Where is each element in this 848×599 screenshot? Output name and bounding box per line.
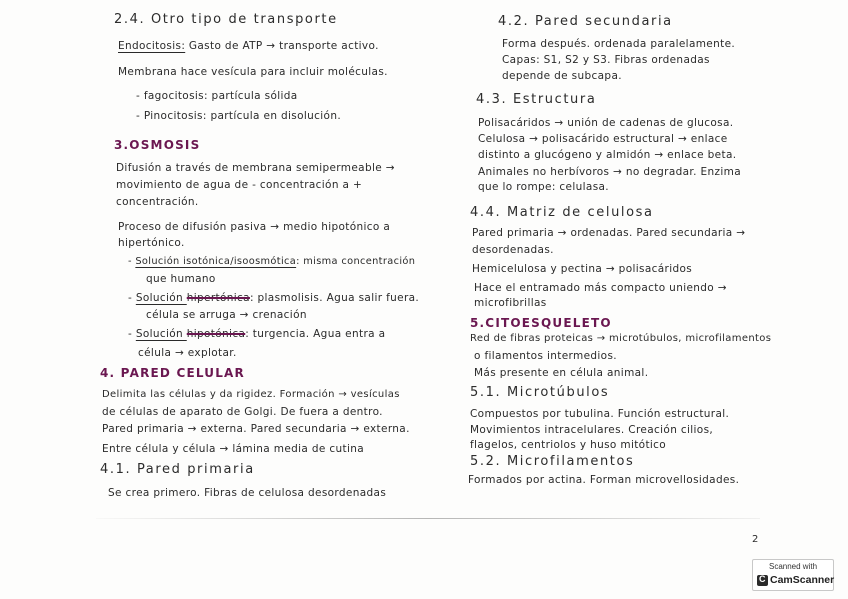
endocitosis-line — [118, 40, 379, 52]
secundaria-line-1: Forma después. ordenada paralelamente. — [502, 38, 736, 50]
microtubulos-line-2: Movimientos intracelulares. Creación cilios, — [470, 424, 714, 436]
microtubulos-line-3: flagelos, centriolos y huso mitótico — [470, 439, 667, 451]
camscanner-watermark — [752, 559, 834, 591]
secundaria-line-3: depende de subcapa. — [502, 70, 622, 82]
citoesqueleto-line-3: Más presente en célula animal. — [474, 367, 649, 379]
page-number: 2 — [752, 534, 759, 545]
matriz-line-3: Hemicelulosa y pectina → polisacáridos — [472, 263, 693, 275]
isotonica-line-2: que humano — [146, 273, 216, 285]
citoesqueleto-line-1: Red de fibras proteicas → microtúbulos, microfilamentos — [470, 333, 772, 344]
proceso-line-2: hipertónico. — [118, 237, 185, 249]
heading-5-2: 5.2. Microfilamentos — [470, 454, 635, 469]
pared-line-2: de células de aparato de Golgi. De fuera a dentro. — [102, 406, 383, 418]
endocitosis-label: Endocitosis: — [118, 40, 186, 52]
heading-citoesqueleto: 5.CITOESQUELETO — [470, 316, 612, 330]
matriz-line-2: desordenadas. — [472, 244, 554, 256]
heading-pared-celular: 4. PARED CELULAR — [100, 366, 245, 380]
membrana-line: Membrana hace vesícula para incluir moléculas. — [118, 66, 388, 78]
estructura-line-1: Polisacáridos → unión de cadenas de glucosa. — [478, 117, 734, 129]
hipertonica-line: - Solución hipertónica: plasmolisis. Agua salir fuera. — [128, 292, 420, 304]
hipertonica-line-2: célula se arruga → crenación — [146, 309, 307, 321]
heading-5-1: 5.1. Microtúbulos — [470, 385, 610, 400]
hipotonica-label-a: Solución — [135, 328, 187, 340]
hipotonica-label-b: hipotónica — [186, 328, 246, 340]
proceso-line-1: Proceso de difusión pasiva → medio hipotónico a — [118, 221, 391, 233]
secundaria-line-2: Capas: S1, S2 y S3. Fibras ordenadas — [502, 54, 710, 66]
pared-line-3: Pared primaria → externa. Pared secundaria → externa. — [102, 423, 410, 435]
estructura-line-4: Animales no herbívoros → no degradar. Enzima — [478, 166, 741, 178]
isotonica-label: Solución isotónica/isoosmótica — [135, 256, 297, 267]
fagocitosis-line: - fagocitosis: partícula sólida — [136, 90, 298, 102]
hipertonica-label-a: Solución — [135, 292, 187, 304]
osmosis-line-3: concentración. — [116, 196, 199, 208]
microtubulos-line-1: Compuestos por tubulina. Función estructural. — [470, 408, 730, 420]
estructura-line-3: distinto a glucógeno y almidón → enlace beta. — [478, 149, 737, 161]
watermark-top-text: Scanned with — [768, 562, 818, 571]
hipotonica-line: - Solución hipotónica: turgencia. Agua entra a — [128, 328, 386, 340]
heading-2-4: 2.4. Otro tipo de transporte — [114, 12, 338, 27]
microfilamentos-line-1: Formados por actina. Forman microvellosidades. — [468, 474, 740, 486]
heading-osmosis: 3.OSMOSIS — [114, 138, 201, 152]
hipertonica-text: : plasmolisis. Agua salir fuera. — [249, 292, 420, 304]
estructura-line-2: Celulosa → polisacárido estructural → enlace — [478, 133, 728, 145]
camscanner-logo-icon — [757, 575, 768, 586]
pared-line-1: Delimita las células y da rigidez. Formación → vesículas — [102, 389, 400, 400]
pinocitosis-line: - Pinocitosis: partícula en disolución. — [136, 110, 342, 122]
osmosis-line-2: movimiento de agua de - concentración a + — [116, 179, 363, 191]
heading-4-3: 4.3. Estructura — [476, 92, 597, 107]
hipotonica-text: : turgencia. Agua entra a — [245, 328, 386, 340]
heading-4-4: 4.4. Matriz de celulosa — [470, 205, 654, 220]
watermark-name: CamScanner — [770, 574, 835, 586]
heading-4-2: 4.2. Pared secundaria — [498, 14, 673, 29]
heading-4-1: 4.1. Pared primaria — [100, 462, 255, 477]
hipotonica-line-2: célula → explotar. — [138, 347, 237, 359]
isotonica-line: - Solución isotónica/isoosmótica: misma concentración — [128, 256, 416, 267]
page-divider — [96, 518, 760, 519]
pared-primaria-line: Se crea primero. Fibras de celulosa desordenadas — [108, 487, 387, 499]
matriz-line-4: Hace el entramado más compacto uniendo → — [474, 282, 727, 294]
hipertonica-label-b: hipertónica — [186, 292, 250, 304]
matriz-line-1: Pared primaria → ordenadas. Pared secundaria → — [472, 227, 746, 239]
pared-line-4: Entre célula y célula → lámina media de cutina — [102, 443, 365, 455]
estructura-line-5: que lo rompe: celulasa. — [478, 181, 609, 193]
endocitosis-text: Gasto de ATP → transporte activo. — [185, 40, 379, 52]
matriz-line-5: microfibrillas — [474, 297, 547, 309]
isotonica-text: : misma concentración — [296, 256, 416, 267]
osmosis-line-1: Difusión a través de membrana semipermeable → — [116, 162, 395, 174]
citoesqueleto-line-2: o filamentos intermedios. — [474, 350, 617, 362]
